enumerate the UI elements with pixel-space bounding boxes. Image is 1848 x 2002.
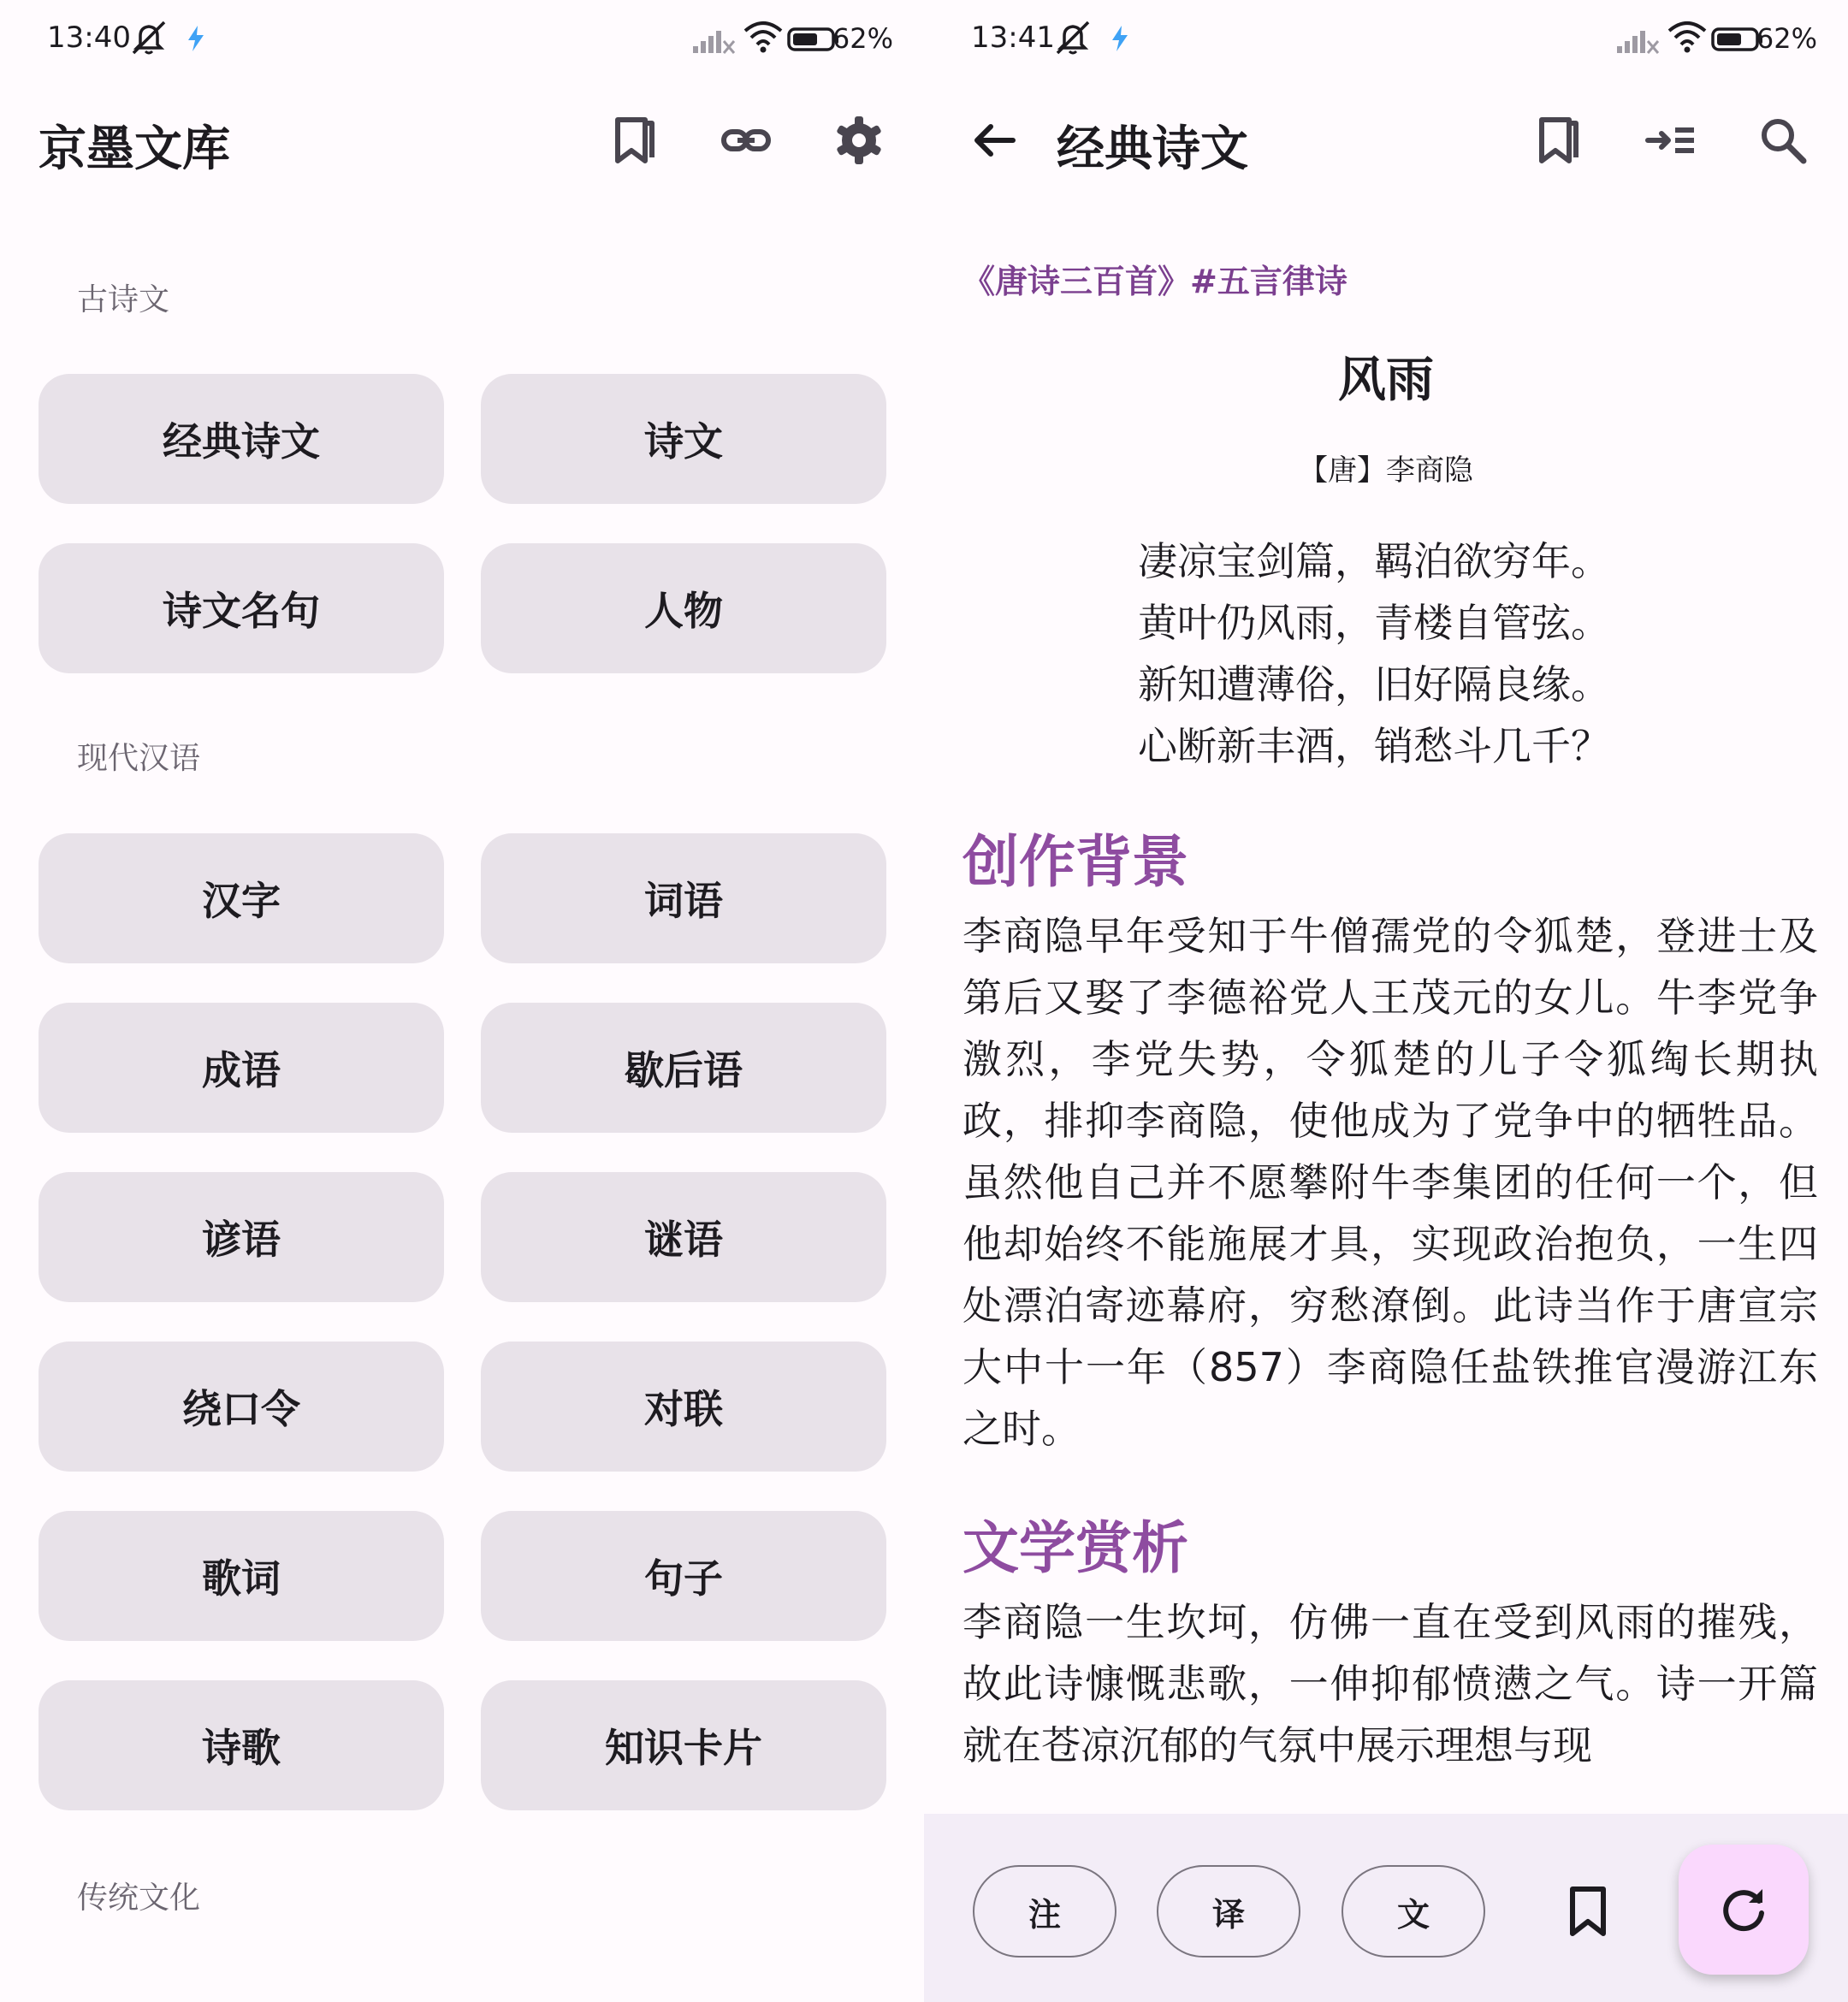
status-time: 13:40 (47, 21, 131, 55)
bottom-action-bar (924, 1814, 1848, 2002)
indent-icon[interactable] (1643, 113, 1697, 168)
tile-poetry[interactable]: 诗歌 (38, 1680, 444, 1810)
status-bar (924, 0, 1848, 77)
section-label-classical: 古诗文 (77, 282, 170, 317)
poem-detail-screen (924, 0, 1848, 2002)
collection-tag[interactable]: 《唐诗三百首》#五言律诗 (962, 263, 1348, 300)
poem-line: 黄叶仍风雨，青楼自管弦。 (1138, 600, 1610, 646)
poem-line: 凄凉宝剑篇，羁泊欲穷年。 (1138, 538, 1610, 584)
tile-couplets[interactable]: 对联 (481, 1342, 886, 1472)
background-text: 李商隐早年受知于牛僧孺党的令狐楚，登进士及第后又娶了李德裕党人王茂元的女儿。牛李党争激烈，李党失势，令狐楚的儿子令狐绹长期执政，排抑李商隐，使他成为了党争中的牺牲品。虽然他自己并不愿攀附牛李集团的任何一个，但他却始终不能施展才具，实现政治抱负，一生四处漂泊寄迹幕府，穷愁潦倒。此诗当作于唐宣宗大中十一年（857）李商隐任盐铁推官漫游江东之时。 (962, 913, 1818, 1452)
tile-idioms[interactable]: 成语 (38, 1003, 444, 1133)
gear-icon[interactable] (832, 113, 886, 168)
wifi-icon (743, 21, 783, 53)
annotation-button[interactable]: 注 (973, 1865, 1116, 1958)
search-icon[interactable] (1756, 113, 1810, 168)
tile-xiehouyu[interactable]: 歇后语 (481, 1003, 886, 1133)
mute-icon (1052, 19, 1093, 56)
poem-title: 风雨 (1338, 352, 1434, 408)
analysis-heading: 文学赏析 (962, 1515, 1188, 1581)
poem-body (1138, 530, 1668, 777)
background-heading: 创作背景 (962, 829, 1188, 895)
app-bar (0, 94, 924, 188)
status-time: 13:41 (971, 21, 1055, 55)
bookmark-icon[interactable] (1531, 113, 1586, 168)
tile-words[interactable]: 词语 (481, 833, 886, 963)
mute-icon (128, 19, 169, 56)
tile-classic-poems[interactable]: 经典诗文 (38, 374, 444, 504)
tile-poems[interactable]: 诗文 (481, 374, 886, 504)
bookmark-outline-icon[interactable] (1557, 1881, 1619, 1942)
tile-riddles[interactable]: 谜语 (481, 1172, 886, 1302)
analysis-text: 李商隐一生坎坷，仿佛一直在受到风雨的摧残，故此诗慷慨悲歌，一伸抑郁愤懑之气。诗一开篇就在苍凉沉郁的气氛中展示理想与现 (962, 1599, 1818, 1768)
tile-proverbs[interactable]: 谚语 (38, 1172, 444, 1302)
battery-percent: 62% (1756, 22, 1817, 55)
poem-line: 心断新丰酒，销愁斗几千？ (1138, 723, 1610, 769)
charging-icon (1111, 26, 1129, 51)
poem-line: 新知遭薄俗，旧好隔良缘。 (1138, 661, 1610, 708)
tile-tongue-twisters[interactable]: 绕口令 (38, 1342, 444, 1472)
refresh-button[interactable] (1679, 1845, 1809, 1975)
tile-knowledge-cards[interactable]: 知识卡片 (481, 1680, 886, 1810)
original-text-button[interactable]: 文 (1342, 1865, 1485, 1958)
section-label-modern: 现代汉语 (77, 741, 201, 776)
tile-sentences[interactable]: 句子 (481, 1511, 886, 1641)
refresh-icon (1716, 1882, 1771, 1937)
battery-percent: 62% (832, 22, 893, 55)
poem-author[interactable]: 【唐】李商隐 (1299, 453, 1473, 488)
tile-people[interactable]: 人物 (481, 543, 886, 673)
bookmark-icon[interactable] (607, 113, 662, 168)
translation-button[interactable]: 译 (1157, 1865, 1300, 1958)
tile-characters[interactable]: 汉字 (38, 833, 444, 963)
signal-icon (1615, 26, 1660, 55)
tile-famous-lines[interactable]: 诗文名句 (38, 543, 444, 673)
link-icon[interactable] (719, 113, 773, 168)
page-title: 经典诗文 (1057, 121, 1248, 177)
section-label-traditional: 传统文化 (77, 1881, 201, 1916)
status-bar (0, 0, 924, 77)
tile-lyrics[interactable]: 歌词 (38, 1511, 444, 1641)
app-title: 京墨文库 (38, 121, 230, 177)
app-bar (924, 94, 1848, 188)
wifi-icon (1667, 21, 1707, 53)
charging-icon (187, 26, 205, 51)
signal-icon (691, 26, 736, 55)
back-arrow-icon[interactable] (967, 113, 1022, 168)
